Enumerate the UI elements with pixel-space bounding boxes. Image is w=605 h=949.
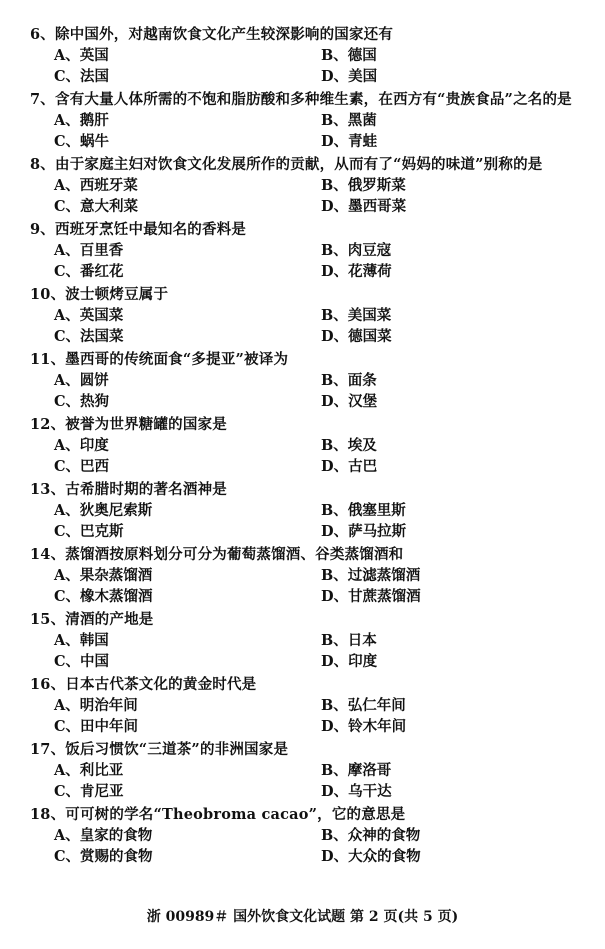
option-d: D、花薄荷 [321,263,392,280]
option-b: B、众神的食物 [321,827,421,844]
question-stem: 14、蒸馏酒按原料划分可分为葡萄蒸馏酒、谷类蒸馏酒和 [30,546,404,563]
option-b: B、美国菜 [321,307,392,324]
option-c: C、赏赐的食物 [54,848,153,865]
option-d: D、印度 [321,653,378,670]
option-c: C、法国 [54,68,110,85]
option-c: C、番红花 [54,263,124,280]
option-c: C、田中年间 [54,718,139,735]
option-b: B、德国 [321,47,377,64]
option-b: B、俄罗斯菜 [321,177,406,194]
option-a: A、圆饼 [54,372,109,389]
option-c: C、橡木蒸馏酒 [54,588,153,605]
option-b: B、俄塞里斯 [321,502,406,519]
option-a: A、百里香 [54,242,124,259]
question-stem: 7、含有大量人体所需的不饱和脂肪酸和多种维生素，在西方有“贵族食品”之名的是 [30,91,572,108]
option-a: A、果杂蒸馏酒 [54,567,153,584]
option-d: D、古巴 [321,458,378,475]
question-stem: 15、清酒的产地是 [30,611,154,628]
option-c: C、巴西 [54,458,110,475]
option-b: B、弘仁年间 [321,697,406,714]
option-c: C、法国菜 [54,328,124,345]
option-c: C、蜗牛 [54,133,110,150]
option-d: D、乌干达 [321,783,392,800]
option-a: A、英国 [54,47,109,64]
question-stem: 13、古希腊时期的著名酒神是 [30,481,227,498]
option-d: D、铃木年间 [321,718,407,735]
option-b: B、面条 [321,372,377,389]
option-c: C、意大利菜 [54,198,139,215]
page-footer: 浙 00989＃ 国外饮食文化试题 第 2 页(共 5 页) [146,909,459,925]
option-c: C、热狗 [54,393,110,410]
question-stem: 6、除中国外，对越南饮食文化产生较深影响的国家还有 [30,26,394,43]
option-a: A、狄奥尼索斯 [54,502,153,519]
option-a: A、韩国 [54,632,109,649]
option-c: C、中国 [54,653,110,670]
option-d: D、汉堡 [321,393,378,410]
question-stem: 16、日本古代茶文化的黄金时代是 [30,676,257,693]
option-d: D、大众的食物 [321,848,421,865]
option-b: B、埃及 [321,437,377,454]
option-d: D、德国菜 [321,328,392,345]
question-stem: 9、西班牙烹饪中最知名的香料是 [30,221,247,238]
option-a: A、利比亚 [54,762,124,779]
option-b: B、摩洛哥 [321,762,392,779]
option-c: C、肯尼亚 [54,783,124,800]
question-stem: 18、可可树的学名“Theobroma cacao”，它的意思是 [30,806,406,823]
option-d: D、青蛙 [321,133,378,150]
option-d: D、萨马拉斯 [321,523,407,540]
question-stem: 11、墨西哥的传统面食“多提亚”被译为 [30,351,289,368]
option-a: A、皇家的食物 [54,827,153,844]
question-stem: 17、饭后习惯饮“三道茶”的非洲国家是 [30,741,289,758]
option-a: A、西班牙菜 [54,177,138,194]
option-b: B、肉豆寇 [321,242,392,259]
question-stem: 8、由于家庭主妇对饮食文化发展所作的贡献，从而有了“妈妈的味道”别称的是 [30,156,543,173]
question-stem: 12、被誉为世界糖罐的国家是 [30,416,227,433]
option-d: D、美国 [321,68,378,85]
option-a: A、明治年间 [54,697,138,714]
option-c: C、巴克斯 [54,523,124,540]
option-b: B、过滤蒸馏酒 [321,567,421,584]
option-a: A、鹅肝 [54,112,109,129]
option-b: B、黑菌 [321,112,377,129]
option-d: D、墨西哥菜 [321,198,407,215]
option-d: D、甘蔗蒸馏酒 [321,588,421,605]
option-b: B、日本 [321,632,377,649]
option-a: A、印度 [54,437,109,454]
question-stem: 10、波士顿烤豆属于 [30,286,169,303]
option-a: A、英国菜 [54,307,124,324]
